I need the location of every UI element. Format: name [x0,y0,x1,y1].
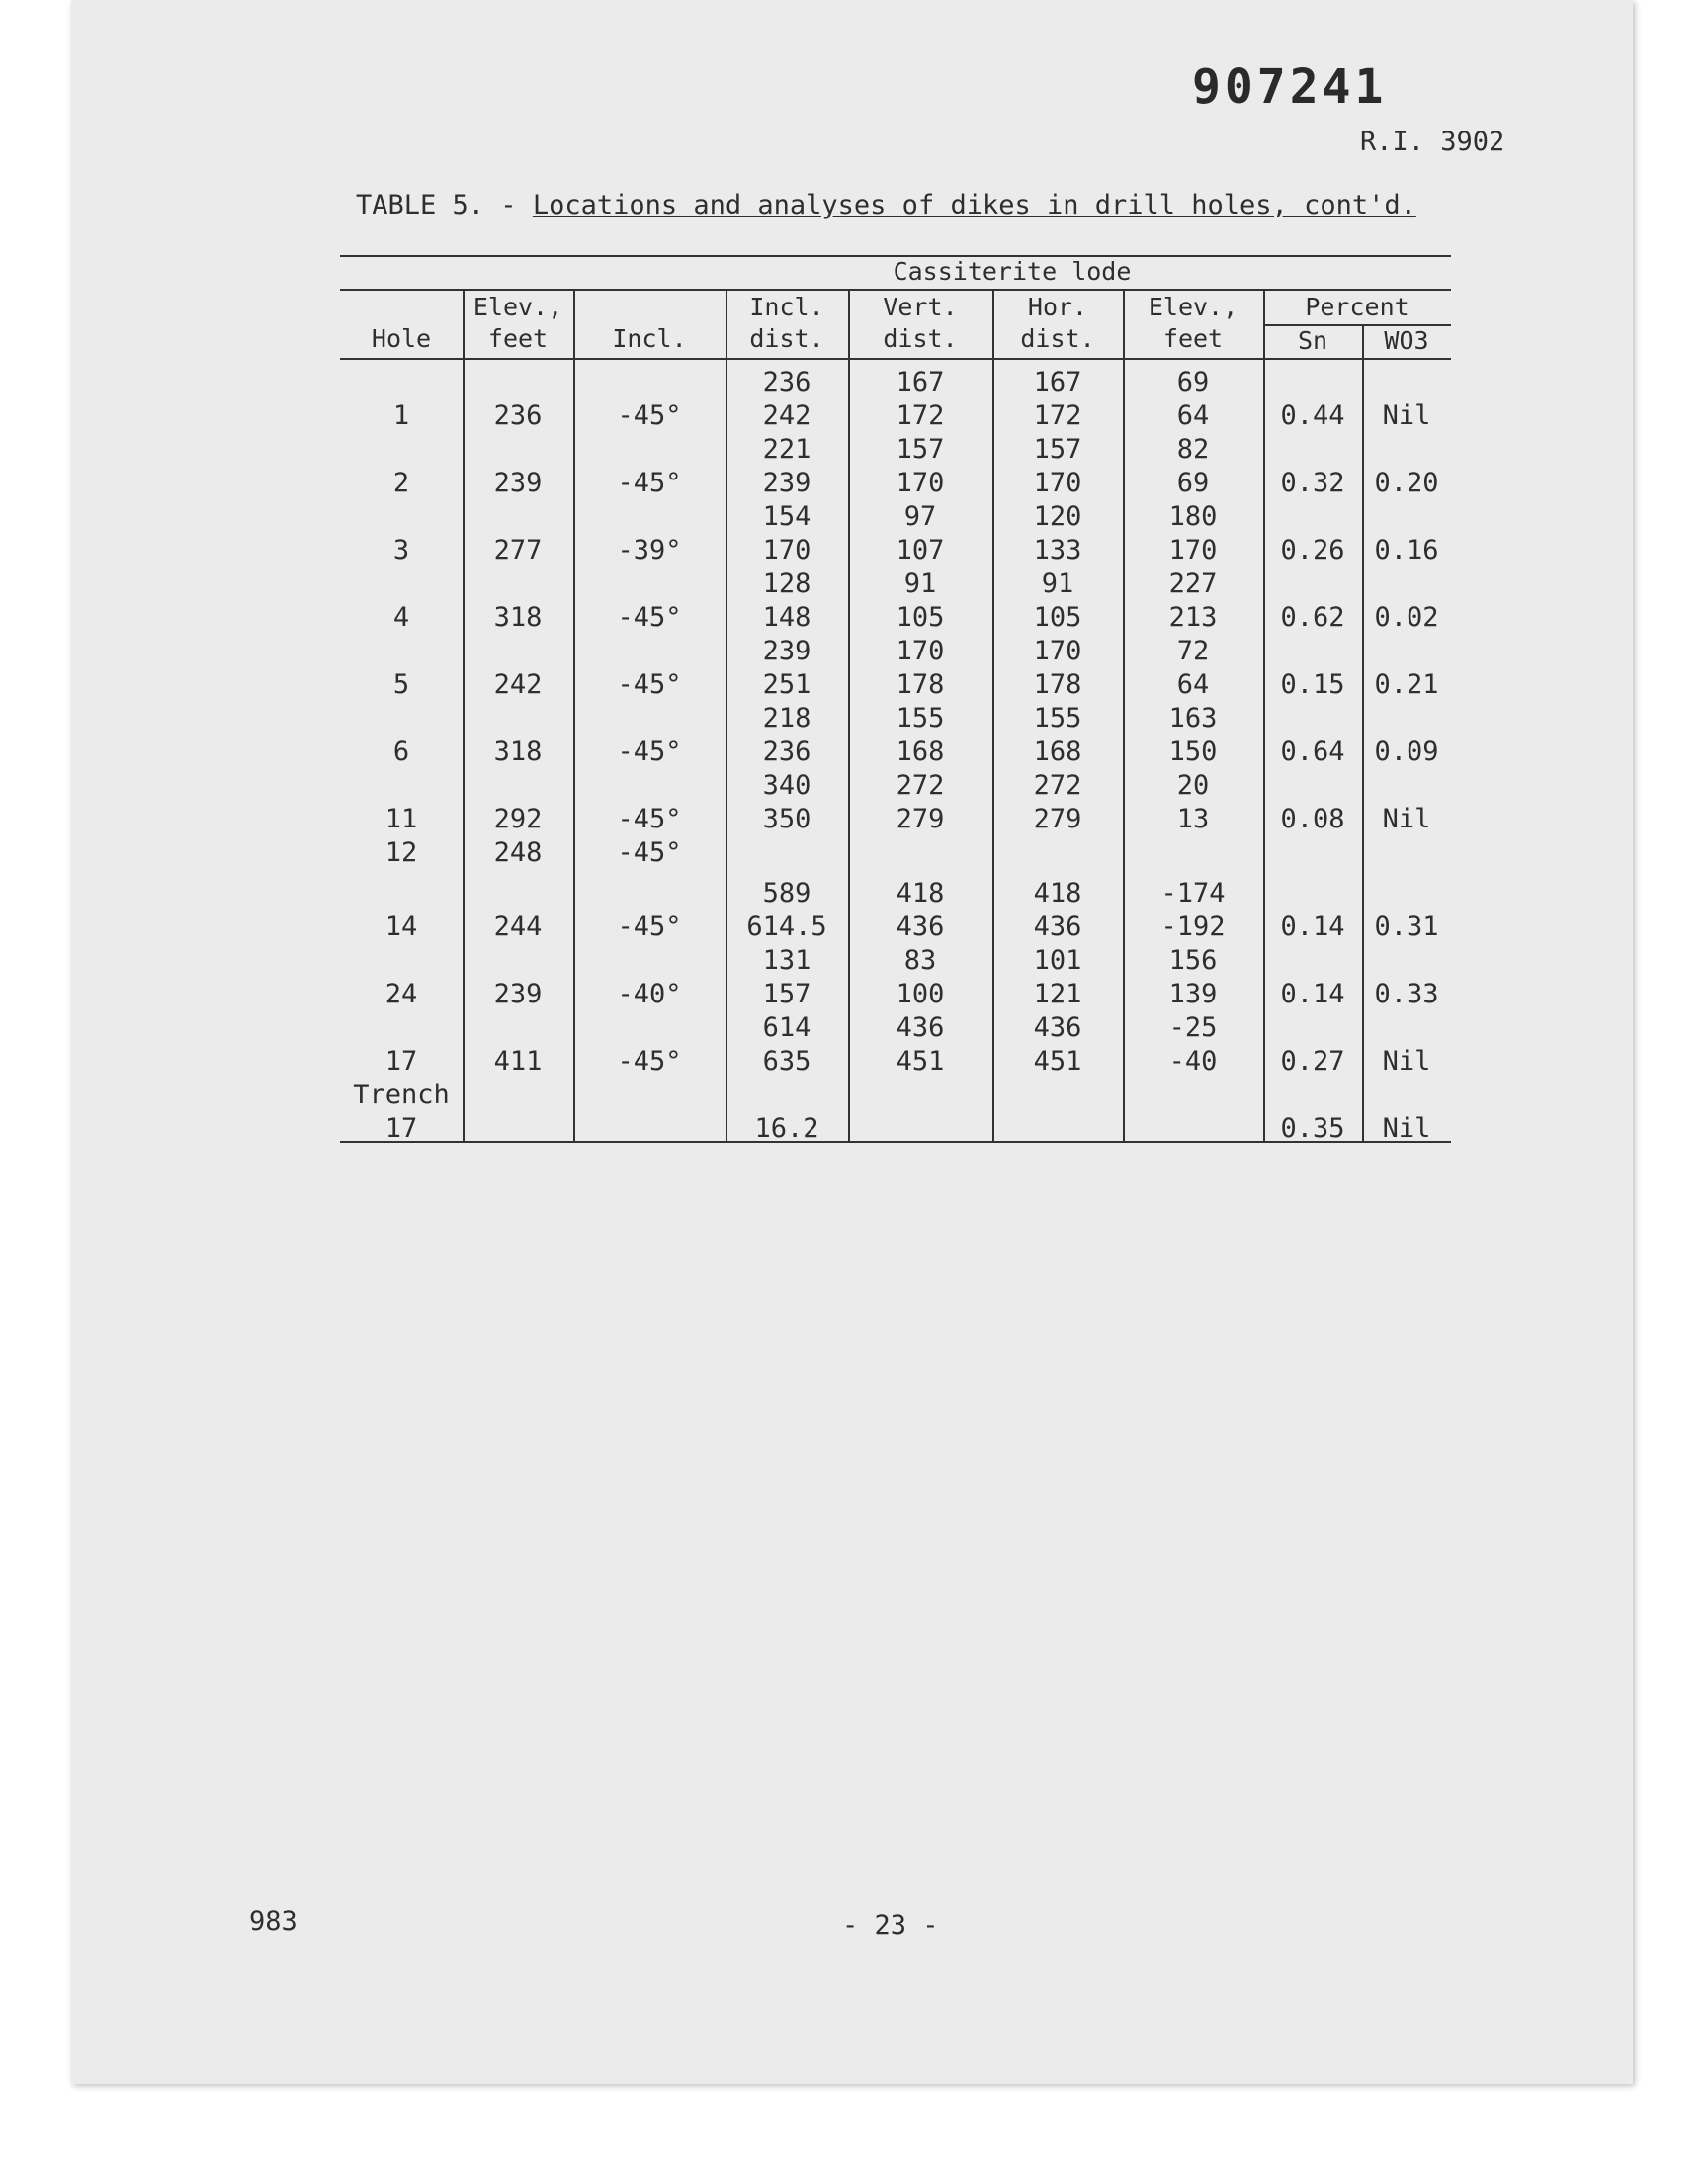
cell-elev: 213 [1168,602,1218,633]
cell-elev-feet: 248 [493,837,543,868]
cell-wo3: Nil [1382,804,1431,834]
cell-hole: 17 [384,1112,418,1144]
cell-hole: 4 [392,602,410,633]
cell-vert-dist: 172 [896,400,945,431]
cell-hole: 11 [384,804,418,834]
header-vert-dist-line2: dist. [883,324,958,353]
cell-hor-dist: 170 [1033,468,1082,498]
cell-vert-dist: 91 [903,568,937,599]
cell-incl: -45° [617,804,682,834]
cell-wo3: Nil [1382,1112,1431,1144]
cell-hor-dist: 436 [1033,1011,1082,1043]
cell-vert-dist: 170 [896,468,945,498]
cell-sn: 0.44 [1280,400,1345,431]
cell-hole: 17 [384,1045,418,1077]
cell-elev: 156 [1168,944,1218,976]
cell-wo3: 0.02 [1374,602,1439,633]
cell-elev-feet: 239 [493,978,543,1009]
cell-hole: 1 [392,400,410,431]
cell-elev: 64 [1176,400,1210,431]
cell-hor-dist: 120 [1033,501,1082,532]
cell-hor-dist: 157 [1033,434,1082,465]
cell-elev: 64 [1176,669,1210,700]
cell-incl: -45° [617,468,682,498]
cell-vert-dist: 97 [903,501,937,532]
cell-sn: 0.08 [1280,804,1345,834]
cell-elev: 13 [1176,804,1210,834]
cell-elev: 69 [1176,468,1210,498]
cell-sn: 0.14 [1280,911,1345,942]
cell-vert-dist: 167 [896,367,945,397]
header-incl-dist-line1: Incl. [749,293,824,321]
cell-sn: 0.64 [1280,737,1345,767]
cell-hor-dist: 121 [1033,978,1082,1009]
cell-sn: 0.27 [1280,1045,1345,1077]
cell-elev-feet: 292 [493,804,543,834]
header-wo3: WO3 [1384,326,1429,355]
cell-incl-dist: 242 [762,400,811,431]
cell-hole: 6 [392,737,410,767]
header-hor-dist-line2: dist. [1020,324,1095,353]
cell-hor-dist: 133 [1033,535,1082,566]
cell-elev-feet: 411 [493,1045,543,1077]
cell-elev: 163 [1168,703,1218,734]
cell-wo3: Nil [1382,400,1431,431]
cell-elev: 180 [1168,501,1218,532]
page-number: - 23 - [842,1910,939,1941]
cell-elev-feet: 318 [493,737,543,767]
cell-incl-dist: 614.5 [746,911,827,942]
cell-elev: 20 [1176,770,1210,801]
cell-incl-dist: 221 [762,434,811,465]
cell-incl-dist: 614 [762,1011,811,1043]
cell-incl: -45° [617,837,682,868]
header-bottom-rule [340,358,1451,360]
cell-elev-feet: 318 [493,602,543,633]
cell-sn: 0.32 [1280,468,1345,498]
cell-hole: 12 [384,837,418,868]
cell-elev-feet: 244 [493,911,543,942]
cell-elev: 69 [1176,367,1210,397]
cell-elev-feet: 239 [493,468,543,498]
cell-incl-dist: 350 [762,804,811,834]
cell-hor-dist: 451 [1033,1045,1082,1077]
cell-hole: 3 [392,535,410,566]
cell-vert-dist: 100 [896,978,945,1009]
cell-incl: -45° [617,400,682,431]
caption-text: Locations and analyses of dikes in drill holes, cont'd. [532,190,1416,220]
header-incl-dist-line2: dist. [749,324,824,353]
caption-prefix: TABLE 5. - [356,190,533,220]
cell-incl-dist: 157 [762,978,811,1009]
group-header: Cassiterite lode [893,257,1132,286]
cell-vert-dist: 279 [896,804,945,834]
cell-hole: 14 [384,911,418,942]
cell-hor-dist: 155 [1033,703,1082,734]
cell-vert-dist: 157 [896,434,945,465]
cell-elev: -25 [1168,1011,1218,1043]
cell-incl-dist: 236 [762,367,811,397]
cell-incl: -45° [617,602,682,633]
header-vert-dist-line1: Vert. [883,293,958,321]
cell-elev: 72 [1176,636,1210,666]
cell-elev: -40 [1168,1045,1218,1077]
cell-hole: 5 [392,669,410,700]
cell-incl: -45° [617,1045,682,1077]
cell-hor-dist: 167 [1033,367,1082,397]
cell-wo3: 0.16 [1374,535,1439,566]
cell-incl: -39° [617,535,682,566]
col-divider [1362,324,1364,1141]
cell-elev: 139 [1168,978,1218,1009]
cell-wo3: 0.33 [1374,978,1439,1009]
header-hole: Hole [371,324,432,353]
report-id: R.I. 3902 [1360,127,1505,157]
cell-incl-dist: 16.2 [754,1112,819,1144]
cell-hor-dist: 101 [1033,944,1082,976]
cell-hole: Trench [353,1079,450,1110]
footer-left-number: 983 [249,1906,298,1937]
cell-vert-dist: 83 [903,944,937,976]
cell-vert-dist: 105 [896,602,945,633]
cell-hor-dist: 272 [1033,770,1082,801]
cell-sn: 0.26 [1280,535,1345,566]
cell-incl-dist: 170 [762,535,811,566]
cell-elev-feet: 242 [493,669,543,700]
cell-incl: -45° [617,737,682,767]
group-header-rule [340,289,1451,291]
cell-elev: 227 [1168,568,1218,599]
table-caption [356,190,1416,220]
cell-incl-dist: 589 [762,877,811,909]
cell-vert-dist: 155 [896,703,945,734]
cell-elev-feet: 236 [493,400,543,431]
header-elev-feet-line1: Elev., [472,293,563,321]
cell-incl-dist: 340 [762,770,811,801]
cell-vert-dist: 168 [896,737,945,767]
cell-elev: -192 [1160,911,1226,942]
cell-elev: 82 [1176,434,1210,465]
cell-vert-dist: 107 [896,535,945,566]
cell-hor-dist: 279 [1033,804,1082,834]
cell-elev: -174 [1160,877,1226,909]
cell-vert-dist: 272 [896,770,945,801]
cell-hor-dist: 418 [1033,877,1082,909]
cell-elev-feet: 277 [493,535,543,566]
cell-vert-dist: 436 [896,911,945,942]
cell-hole: 2 [392,468,410,498]
cell-incl-dist: 128 [762,568,811,599]
cell-sn: 0.35 [1280,1112,1345,1144]
cell-incl-dist: 154 [762,501,811,532]
cell-vert-dist: 436 [896,1011,945,1043]
cell-wo3: Nil [1382,1045,1431,1077]
header-elev-feet-line2: feet [487,324,549,353]
stamp-number: 907241 [1192,59,1388,115]
header-hor-dist-line1: Hor. [1027,293,1088,321]
cell-elev: 170 [1168,535,1218,566]
cell-incl: -45° [617,911,682,942]
cell-hor-dist: 178 [1033,669,1082,700]
cell-hor-dist: 91 [1041,568,1074,599]
cell-sn: 0.15 [1280,669,1345,700]
cell-hole: 24 [384,978,418,1009]
cell-hor-dist: 105 [1033,602,1082,633]
cell-wo3: 0.31 [1374,911,1439,942]
cell-vert-dist: 178 [896,669,945,700]
data-table [340,255,1451,1145]
cell-sn: 0.14 [1280,978,1345,1009]
cell-hor-dist: 168 [1033,737,1082,767]
cell-incl-dist: 148 [762,602,811,633]
cell-hor-dist: 436 [1033,911,1082,942]
header-incl: Incl. [612,324,687,353]
cell-incl: -45° [617,669,682,700]
cell-incl: -40° [617,978,682,1009]
cell-wo3: 0.21 [1374,669,1439,700]
cell-hor-dist: 172 [1033,400,1082,431]
cell-wo3: 0.09 [1374,737,1439,767]
cell-incl-dist: 251 [762,669,811,700]
cell-vert-dist: 418 [896,877,945,909]
cell-vert-dist: 451 [896,1045,945,1077]
cell-incl-dist: 131 [762,944,811,976]
cell-incl-dist: 236 [762,737,811,767]
cell-incl-dist: 239 [762,468,811,498]
cell-vert-dist: 170 [896,636,945,666]
header-elev2-line1: Elev., [1148,293,1238,321]
cell-incl-dist: 218 [762,703,811,734]
cell-incl-dist: 239 [762,636,811,666]
cell-elev: 150 [1168,737,1218,767]
header-elev2-line2: feet [1162,324,1224,353]
header-percent: Percent [1305,293,1409,321]
cell-hor-dist: 170 [1033,636,1082,666]
cell-incl-dist: 635 [762,1045,811,1077]
header-sn: Sn [1297,326,1328,355]
cell-sn: 0.62 [1280,602,1345,633]
cell-wo3: 0.20 [1374,468,1439,498]
